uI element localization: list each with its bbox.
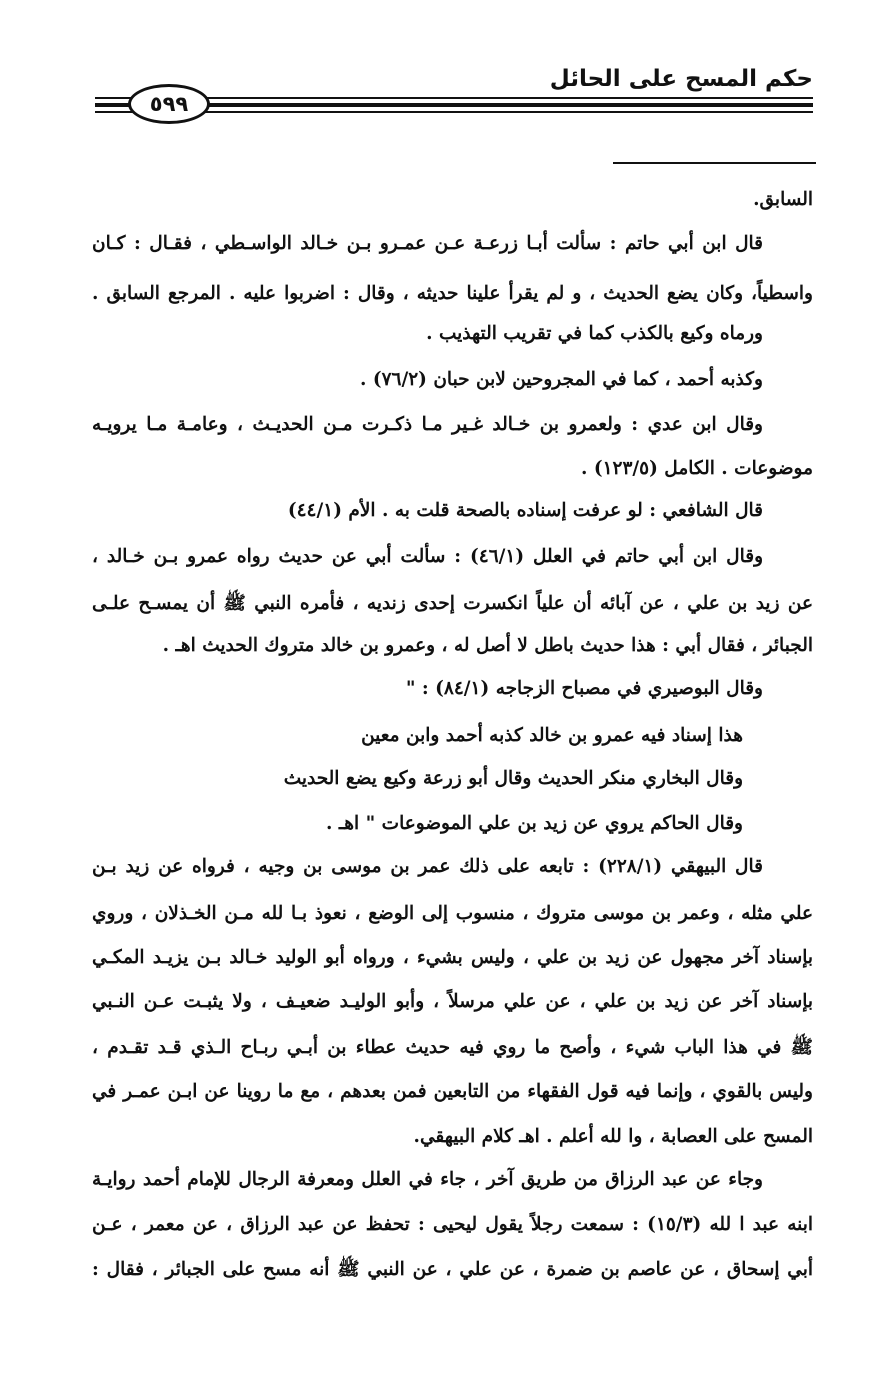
text-line: عن زيد بن علي ، عن آبائه أن علياً انكسرت إحدى زنديه ، فأمره النبي ﷺ أن يمسـح علـى (92, 593, 813, 614)
text-line: أبي إسحاق ، عن عاصم بن ضمرة ، عن علي ، عن النبي ﷺ أنه مسح على الجبائر ، فقال : (92, 1259, 813, 1280)
text-line: قال الشافعي : لو عرفت إسناده بالصحة قلت به . الأم (٤٤/١) (287, 500, 763, 521)
text-line: وجاء عن عبد الرزاق من طريق آخر ، جاء في العلل ومعرفة الرجال للإمام أحمد روايـة (92, 1169, 763, 1190)
text-line: واسطياً، وكان يضع الحديث ، و لم يقرأ علينا حديثه ، وقال : اضربوا عليه . المرجع السابق . (92, 283, 813, 304)
text-line: بإسناد آخر عن زيد بن علي ، عن علي مرسلاً ، وأبو الوليـد ضعيـف ، ولا يثبـت عـن النـبي (92, 991, 813, 1012)
text-line: قال ابن أبي حاتم : سألت أبـا زرعـة عـن عمـرو بـن خـالد الواسـطي ، فقـال : كـان (92, 233, 763, 254)
text-line: الجبائر ، فقال أبي : هذا حديث باطل لا أصل له ، وعمرو بن خالد متروك الحديث اهـ . (162, 635, 813, 656)
quote-line: وقال الحاكم يروي عن زيد بن علي الموضوعات " اهـ . (325, 813, 743, 834)
text-line: السابق. (753, 189, 813, 210)
text-line: المسح على العصابة ، وا لله أعلم . اهـ كلام البيهقي. (413, 1126, 813, 1147)
text-line: قال البيهقي (٢٢٨/١) : تابعه على ذلك عمر بن موسى بن وجيه ، فرواه عن زيد بـن (92, 856, 763, 877)
text-line: بإسناد آخر مجهول عن زيد بن علي ، وليس بشيء ، ورواه أبو الوليد خـالد بـن يزيـد المكـي (92, 947, 813, 968)
text-line: وليس بالقوي ، وإنما فيه قول الفقهاء من التابعين فمن بعدهم ، مع ما روينا عن ابـن عمـر في (92, 1081, 813, 1102)
text-line: وقال البوصيري في مصباح الزجاجه (٨٤/١) : " (405, 678, 763, 699)
text-line: موضوعات . الكامل (١٢٣/٥) . (580, 458, 813, 479)
text-line: وقال ابن عدي : ولعمرو بن خـالد غـير مـا ذكـرت مـن الحديـث ، وعامـة مـا يرويـه (92, 414, 763, 435)
text-line: وكذبه أحمد ، كما في المجروحين لابن حبان (٧٦/٢) . (359, 369, 763, 390)
footnote-separator (613, 162, 816, 164)
page-number-badge: ٥٩٩ (128, 84, 210, 124)
quote-line: وقال البخاري منكر الحديث وقال أبو زرعة وكيع يضع الحديث (283, 768, 743, 789)
text-line: ﷺ في هذا الباب شيء ، وأصح ما روي فيه حديث عطاء بن أبـي ربـاح الـذي قـد تقـدم ، (92, 1037, 813, 1058)
text-line: وقال ابن أبي حاتم في العلل (٤٦/١) : سألت أبي عن حديث رواه عمرو بـن خـالد ، (92, 546, 764, 567)
running-title: حكم المسح على الحائل (549, 66, 813, 92)
quote-line: هذا إسناد فيه عمرو بن خالد كذبه أحمد وابن معين (361, 725, 743, 746)
text-line: ابنه عبد ا لله (١٥/٣) : سمعت رجلاً يقول ليحيى : تحفظ عن عبد الرزاق ، عن معمر ، عـن (92, 1214, 813, 1235)
text-line: ورماه وكيع بالكذب كما في تقريب التهذيب . (426, 323, 763, 344)
text-line: علي مثله ، وعمر بن موسى متروك ، منسوب إلى الوضع ، نعوذ بـا لله مـن الخـذلان ، وروي (92, 903, 813, 924)
